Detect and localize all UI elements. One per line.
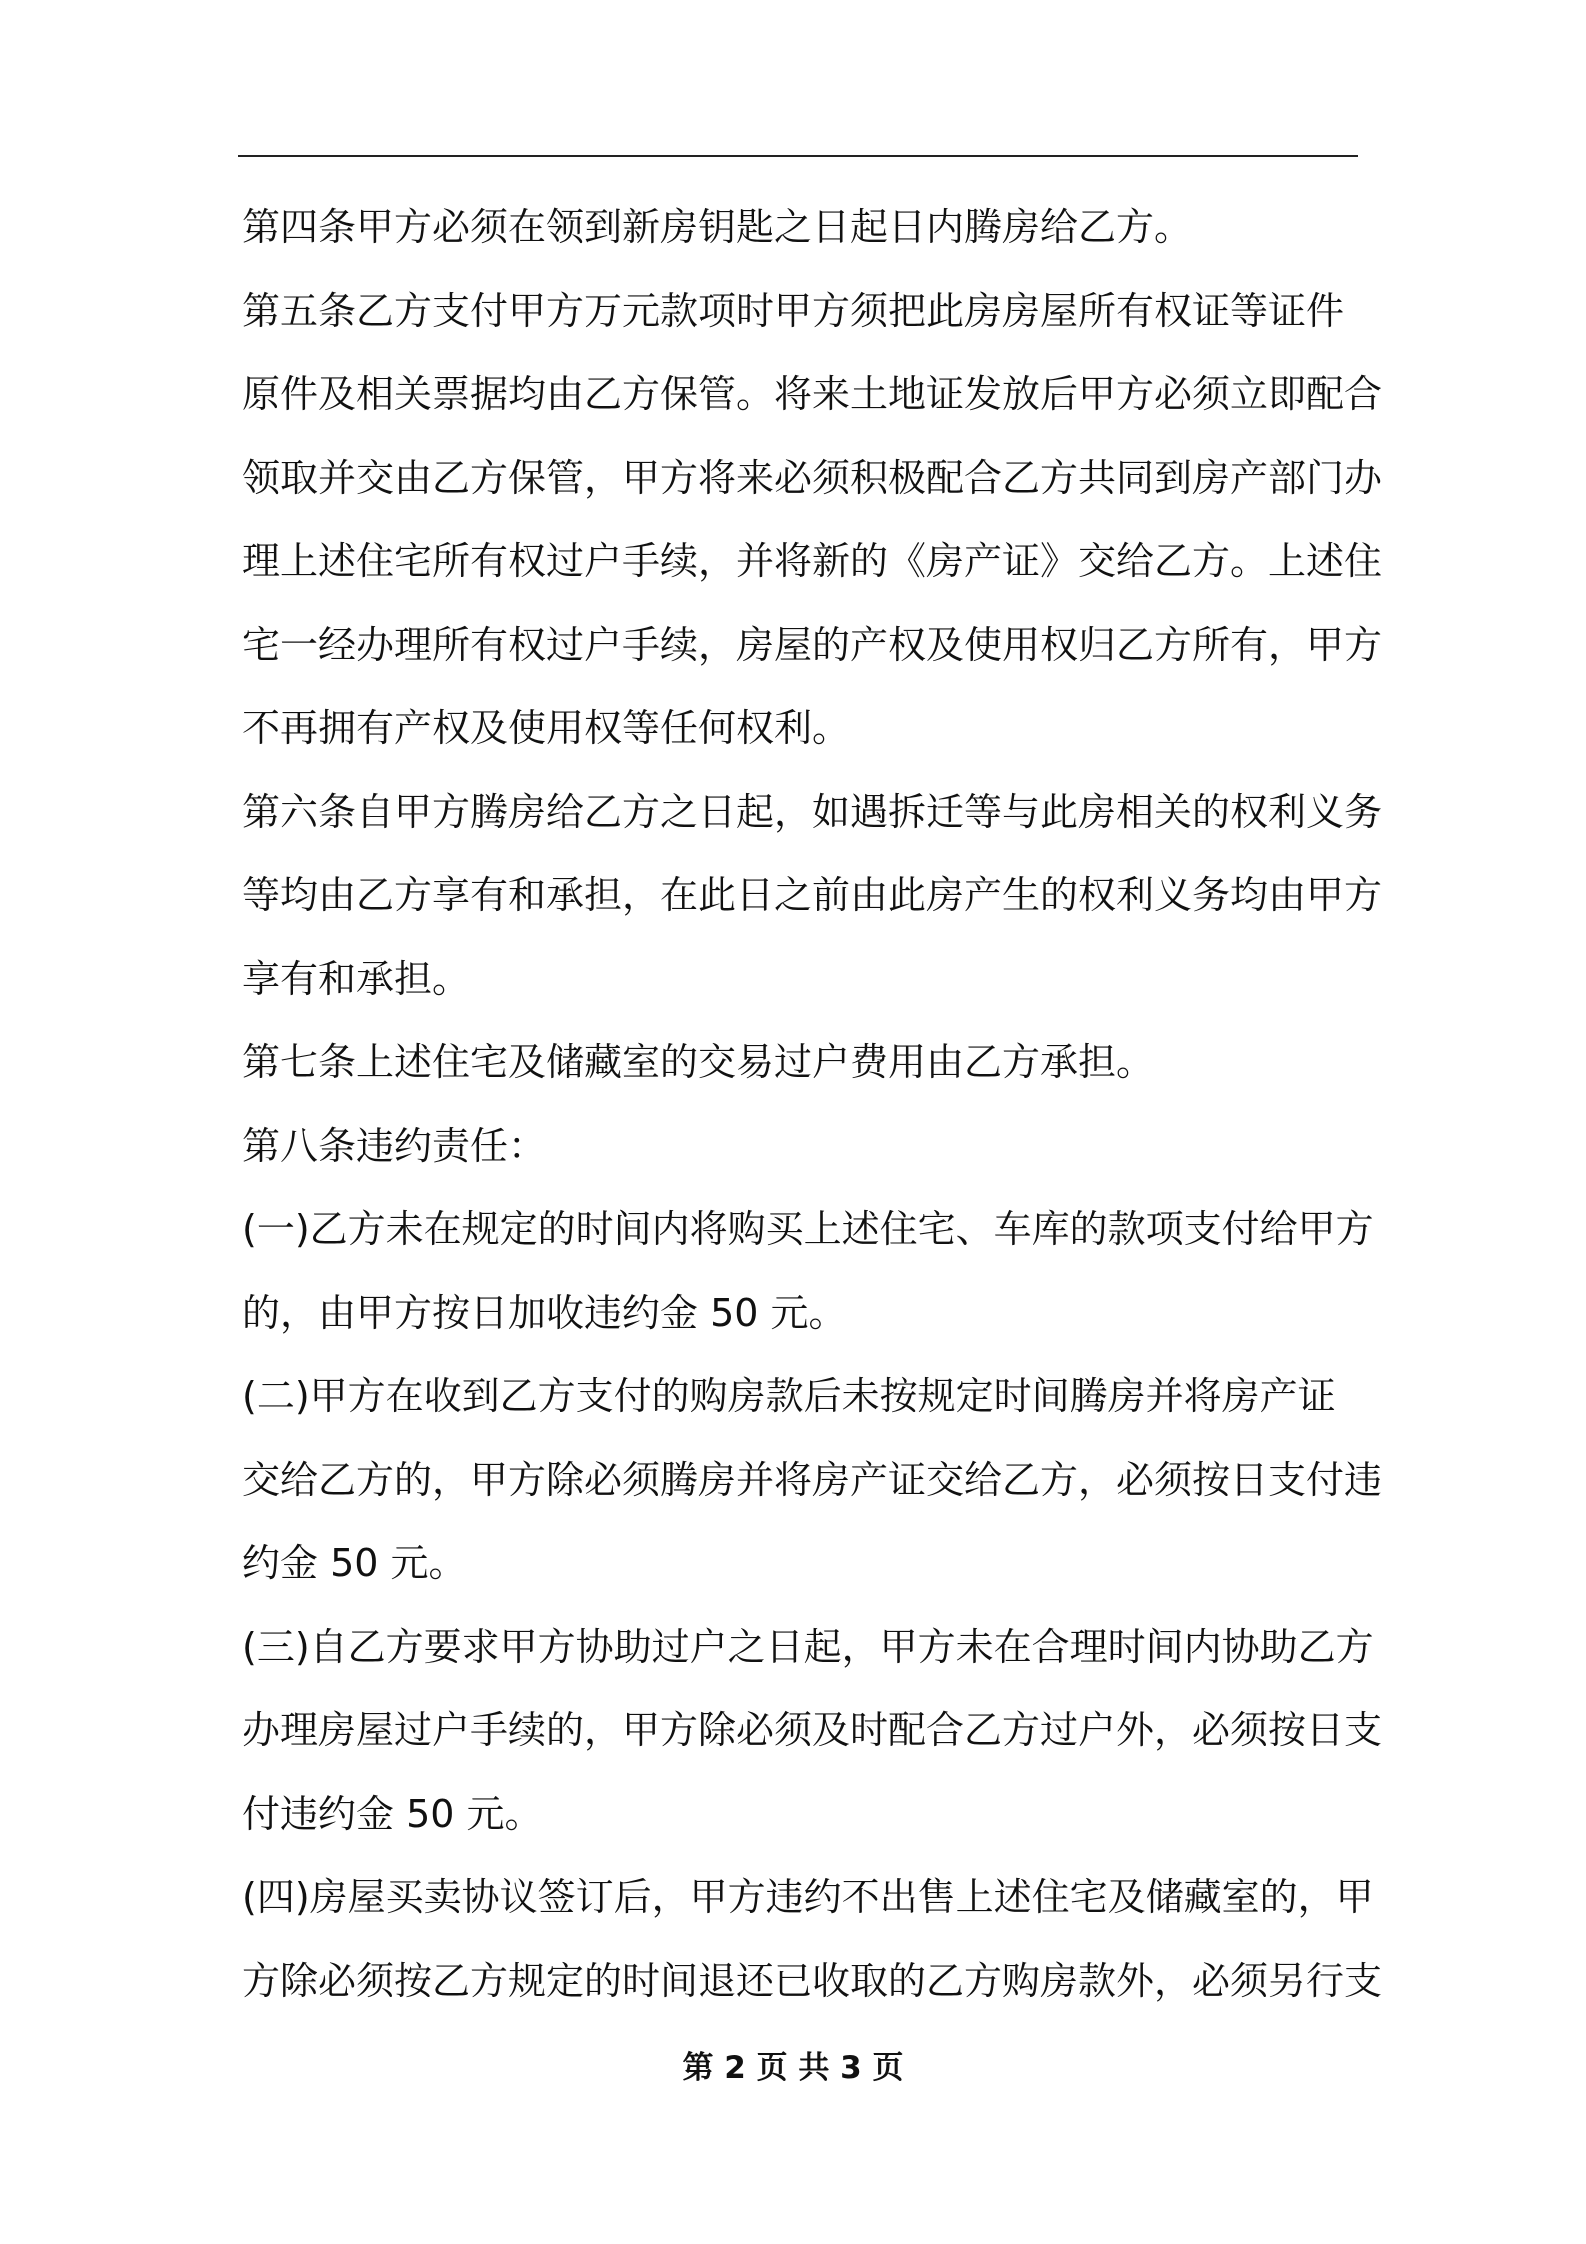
text-line: 第五条乙方支付甲方万元款项时甲方须把此房房屋所有权证等证件 xyxy=(242,288,1345,333)
text-line: 第六条自甲方腾房给乙方之日起，如遇拆迁等与此房相关的权利义务 xyxy=(242,789,1383,834)
text-line: 第七条上述住宅及储藏室的交易过户费用由乙方承担。 xyxy=(242,1040,1155,1084)
text-line: 第四条甲方必须在领到新房钥匙之日起日内腾房给乙方。 xyxy=(242,205,1193,249)
text-line: 不再拥有产权及使用权等任何权利。 xyxy=(242,706,851,750)
text-line: 付违约金 50 元。 xyxy=(242,1791,543,1836)
text-line: 理上述住宅所有权过户手续，并将新的《房产证》交给乙方。上述住 xyxy=(242,539,1383,583)
text-line: 办理房屋过户手续的，甲方除必须及时配合乙方过户外，必须按日支 xyxy=(242,1708,1383,1752)
document-body xyxy=(242,186,1383,2023)
text-line: 的，由甲方按日加收违约金 50 元。 xyxy=(242,1290,847,1335)
text-line: 等均由乙方享有和承担，在此日之前由此房产生的权利义务均由甲方 xyxy=(242,873,1383,917)
page-number-label: 第 2 页 共 3 页 xyxy=(682,2050,904,2086)
text-line: (二)甲方在收到乙方支付的购房款后未按规定时间腾房并将房产证 xyxy=(242,1374,1336,1418)
text-line: 享有和承担。 xyxy=(242,956,471,1001)
text-line: 原件及相关票据均由乙方保管。将来土地证发放后甲方必须立即配合 xyxy=(242,372,1383,416)
text-line: (三)自乙方要求甲方协助过户之日起，甲方未在合理时间内协助乙方 xyxy=(242,1624,1374,1669)
text-line: 约金 50 元。 xyxy=(242,1541,467,1585)
text-line: 领取并交由乙方保管，甲方将来必须积极配合乙方共同到房产部门办 xyxy=(242,455,1383,500)
text-line: (四)房屋买卖协议签订后，甲方违约不出售上述住宅及储藏室的，甲 xyxy=(242,1875,1374,1919)
text-line: (一)乙方未在规定的时间内将购买上述住宅、车库的款项支付给甲方 xyxy=(242,1207,1374,1251)
text-line: 交给乙方的，甲方除必须腾房并将房产证交给乙方，必须按日支付违 xyxy=(242,1457,1383,1502)
text-line: 方除必须按乙方规定的时间退还已收取的乙方购房款外，必须另行支 xyxy=(242,1958,1383,2003)
header-rule xyxy=(238,155,1358,157)
page-footer xyxy=(0,2042,1586,2087)
text-line: 第八条违约责任： xyxy=(242,1123,547,1168)
text-line: 宅一经办理所有权过户手续，房屋的产权及使用权归乙方所有，甲方 xyxy=(242,622,1383,667)
